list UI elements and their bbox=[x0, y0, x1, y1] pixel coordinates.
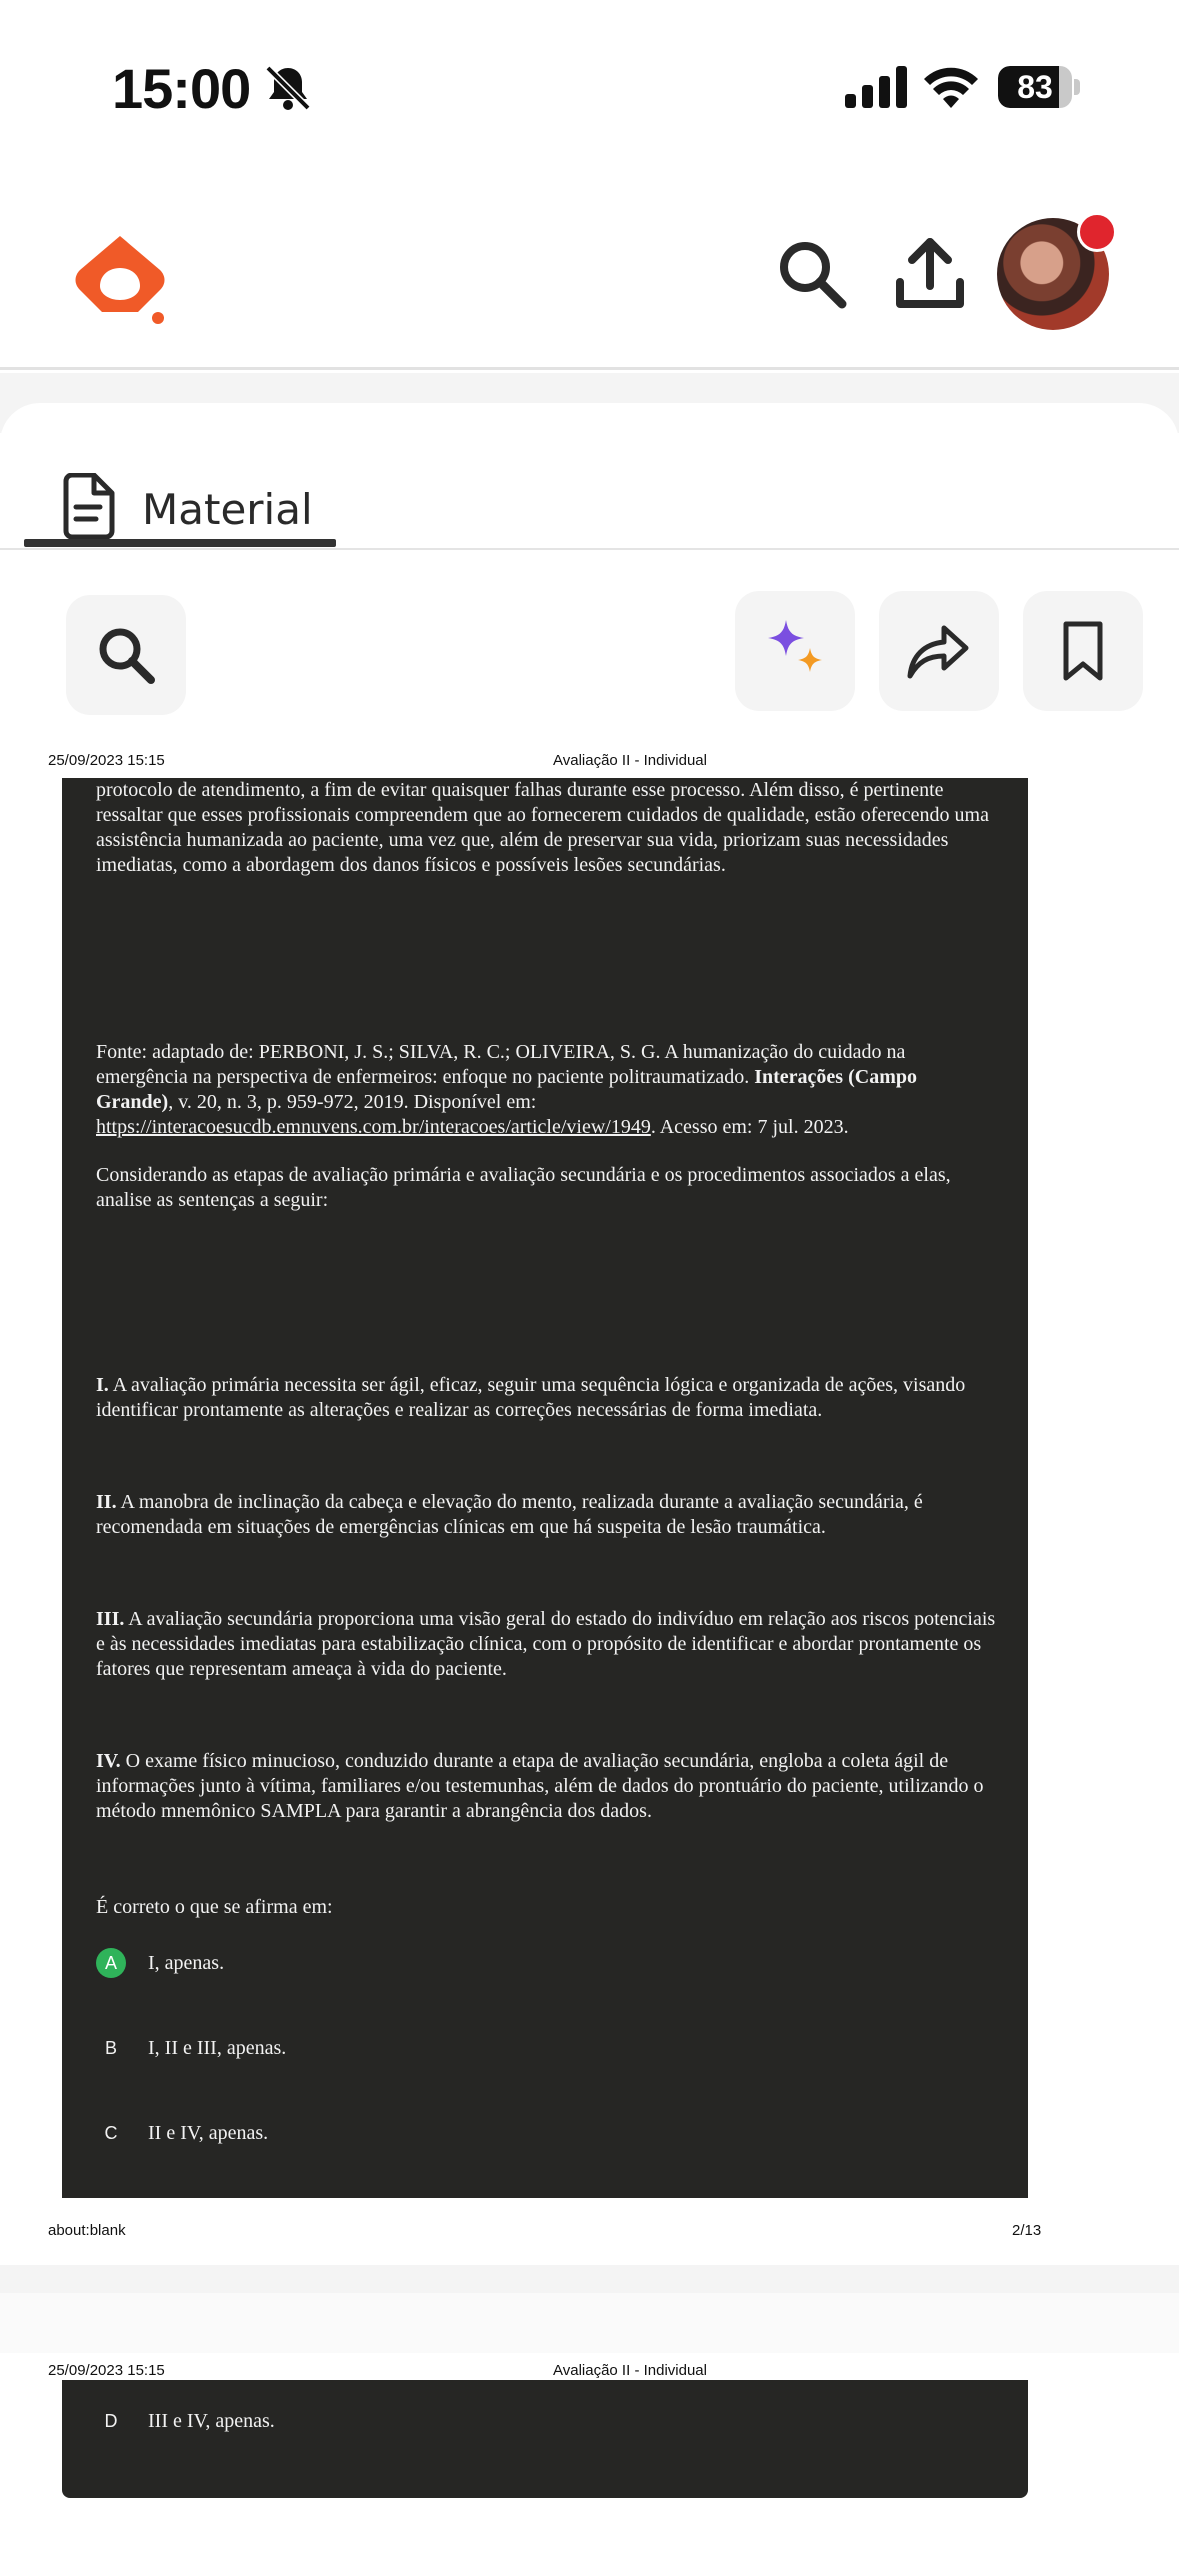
share-button[interactable] bbox=[879, 591, 999, 711]
source-text-3: . Acesso em: 7 jul. 2023. bbox=[650, 1116, 849, 1138]
page-header-title: Avaliação II - Individual bbox=[553, 2362, 707, 2379]
statement-text: A avaliação primária necessita ser ágil, eficaz, seguir uma sequência lógica e organizada de ações, visando identificar prontamente as alterações e realizar as correções necessárias de forma imediata. bbox=[96, 1374, 966, 1421]
question-text: É correto o que se afirma em: bbox=[96, 1896, 333, 1918]
page-separator-light bbox=[0, 2293, 1179, 2353]
status-bar bbox=[0, 0, 1179, 170]
option-text: I, II e III, apenas. bbox=[148, 2037, 287, 2059]
page-header-title: Avaliação II - Individual bbox=[553, 752, 707, 769]
tab-divider bbox=[0, 548, 1179, 550]
statement-number: III. bbox=[96, 1608, 125, 1630]
document-icon bbox=[60, 473, 116, 541]
option-letter: B bbox=[104, 2038, 117, 2058]
statement-number: IV. bbox=[96, 1750, 121, 1772]
statement-4 bbox=[96, 1749, 996, 1824]
upload-icon[interactable] bbox=[890, 234, 970, 314]
source-journal: Interações (Campo Grande) bbox=[96, 1066, 917, 1113]
cellular-signal-icon bbox=[845, 66, 907, 108]
document-viewer[interactable] bbox=[0, 733, 1179, 2556]
question-prompt: Considerando as etapas de avaliação primária e avaliação secundária e os procedimentos associados a elas, analise as sentenças a seguir: bbox=[96, 1164, 951, 1211]
tab-material[interactable] bbox=[24, 433, 336, 553]
statement-text: O exame físico minucioso, conduzido durante a etapa de avaliação secundária, engloba a coleta ágil de informações junto à vítima, familiares e/ou testemunhas, além de dados do prontuário do paciente, utilizando o método mnemônico SAMPLA para garantir a abrangência dos dados. bbox=[96, 1750, 984, 1822]
option-text: II e IV, apenas. bbox=[148, 2122, 269, 2144]
statement-number: II. bbox=[96, 1491, 117, 1513]
ai-assistant-button[interactable] bbox=[735, 591, 855, 711]
statement-1 bbox=[96, 1373, 996, 1423]
tab-active-indicator bbox=[24, 539, 336, 547]
option-text: III e IV, apenas. bbox=[148, 2410, 275, 2432]
notification-badge bbox=[1077, 212, 1117, 252]
option-letter: A bbox=[96, 1948, 126, 1978]
option-text: I, apenas. bbox=[148, 1952, 225, 1974]
bell-slash-icon bbox=[262, 62, 314, 114]
pdf-page-3 bbox=[62, 2380, 1028, 2498]
battery-cap bbox=[1074, 79, 1080, 95]
ai-sparkle-icon bbox=[760, 616, 830, 686]
search-icon[interactable] bbox=[772, 234, 852, 314]
app-logo-icon[interactable] bbox=[70, 230, 170, 330]
pdf-page-2 bbox=[62, 778, 1028, 1948]
statement-text: A avaliação secundária proporciona uma visão geral do estado do indivíduo em relação aos riscos potenciais e às necessidades imediatas para estabilização clínica, com o propósito de identificar e abordar prontamente os fatores que representam ameaça à vida do paciente. bbox=[96, 1608, 996, 1680]
intro-paragraph: protocolo de atendimento, a fim de evitar quaisquer falhas durante esse processo. Além disso, é pertinente ressaltar que esses profissionais compreendem que ao fornecerem cuidados de qualidade, estão oferecendo uma assistência humanizada ao paciente, uma vez que, além de preservar sua vida, priorizam suas necessidades imediatas, como a abordagem dos danos físicos e possíveis lesões secundárias. bbox=[96, 779, 989, 876]
tab-label: Material bbox=[142, 485, 313, 534]
battery-level: 83 bbox=[1017, 69, 1053, 105]
page-footer-number: 2/13 bbox=[1012, 2222, 1042, 2239]
bookmark-button[interactable] bbox=[1023, 591, 1143, 711]
wifi-icon bbox=[922, 62, 980, 110]
bookmark-icon bbox=[1048, 616, 1118, 686]
source-link[interactable]: https://interacoesucdb.emnuvens.com.br/interacoes/article/view/1949 bbox=[96, 1116, 651, 1138]
source-text-2: , v. 20, n. 3, p. 959-972, 2019. Disponível em: bbox=[168, 1091, 537, 1113]
source-citation bbox=[96, 1040, 996, 1140]
option-letter: D bbox=[104, 2411, 118, 2431]
option-letter: C bbox=[104, 2123, 118, 2143]
share-icon bbox=[904, 616, 974, 686]
pdf-page-2-options bbox=[62, 1948, 1028, 2198]
document-search-button[interactable] bbox=[66, 595, 186, 715]
statement-number: I. bbox=[96, 1374, 109, 1396]
battery-icon bbox=[998, 66, 1080, 108]
page-header-date: 25/09/2023 15:15 bbox=[48, 752, 165, 769]
page-header-date: 25/09/2023 15:15 bbox=[48, 2362, 165, 2379]
search-icon bbox=[91, 620, 161, 690]
source-text-1: Fonte: adaptado de: PERBONI, J. S.; SILVA, R. C.; OLIVEIRA, S. G. A humanização do cuidado na emergência na perspectiva de enfermeiros: enfoque no paciente politraumatizado. bbox=[96, 1041, 906, 1088]
page-separator bbox=[0, 2265, 1179, 2293]
page-footer-url: about:blank bbox=[48, 2222, 126, 2239]
status-time: 15:00 bbox=[112, 57, 251, 120]
statement-3 bbox=[96, 1607, 996, 1682]
app-header bbox=[0, 170, 1179, 370]
statement-2 bbox=[96, 1490, 996, 1540]
statement-text: A manobra de inclinação da cabeça e elevação do mento, realizada durante a avaliação secundária, é recomendada em situações de emergências clínicas em que há suspeita de lesão traumática. bbox=[96, 1491, 923, 1538]
battery-body bbox=[998, 66, 1072, 108]
